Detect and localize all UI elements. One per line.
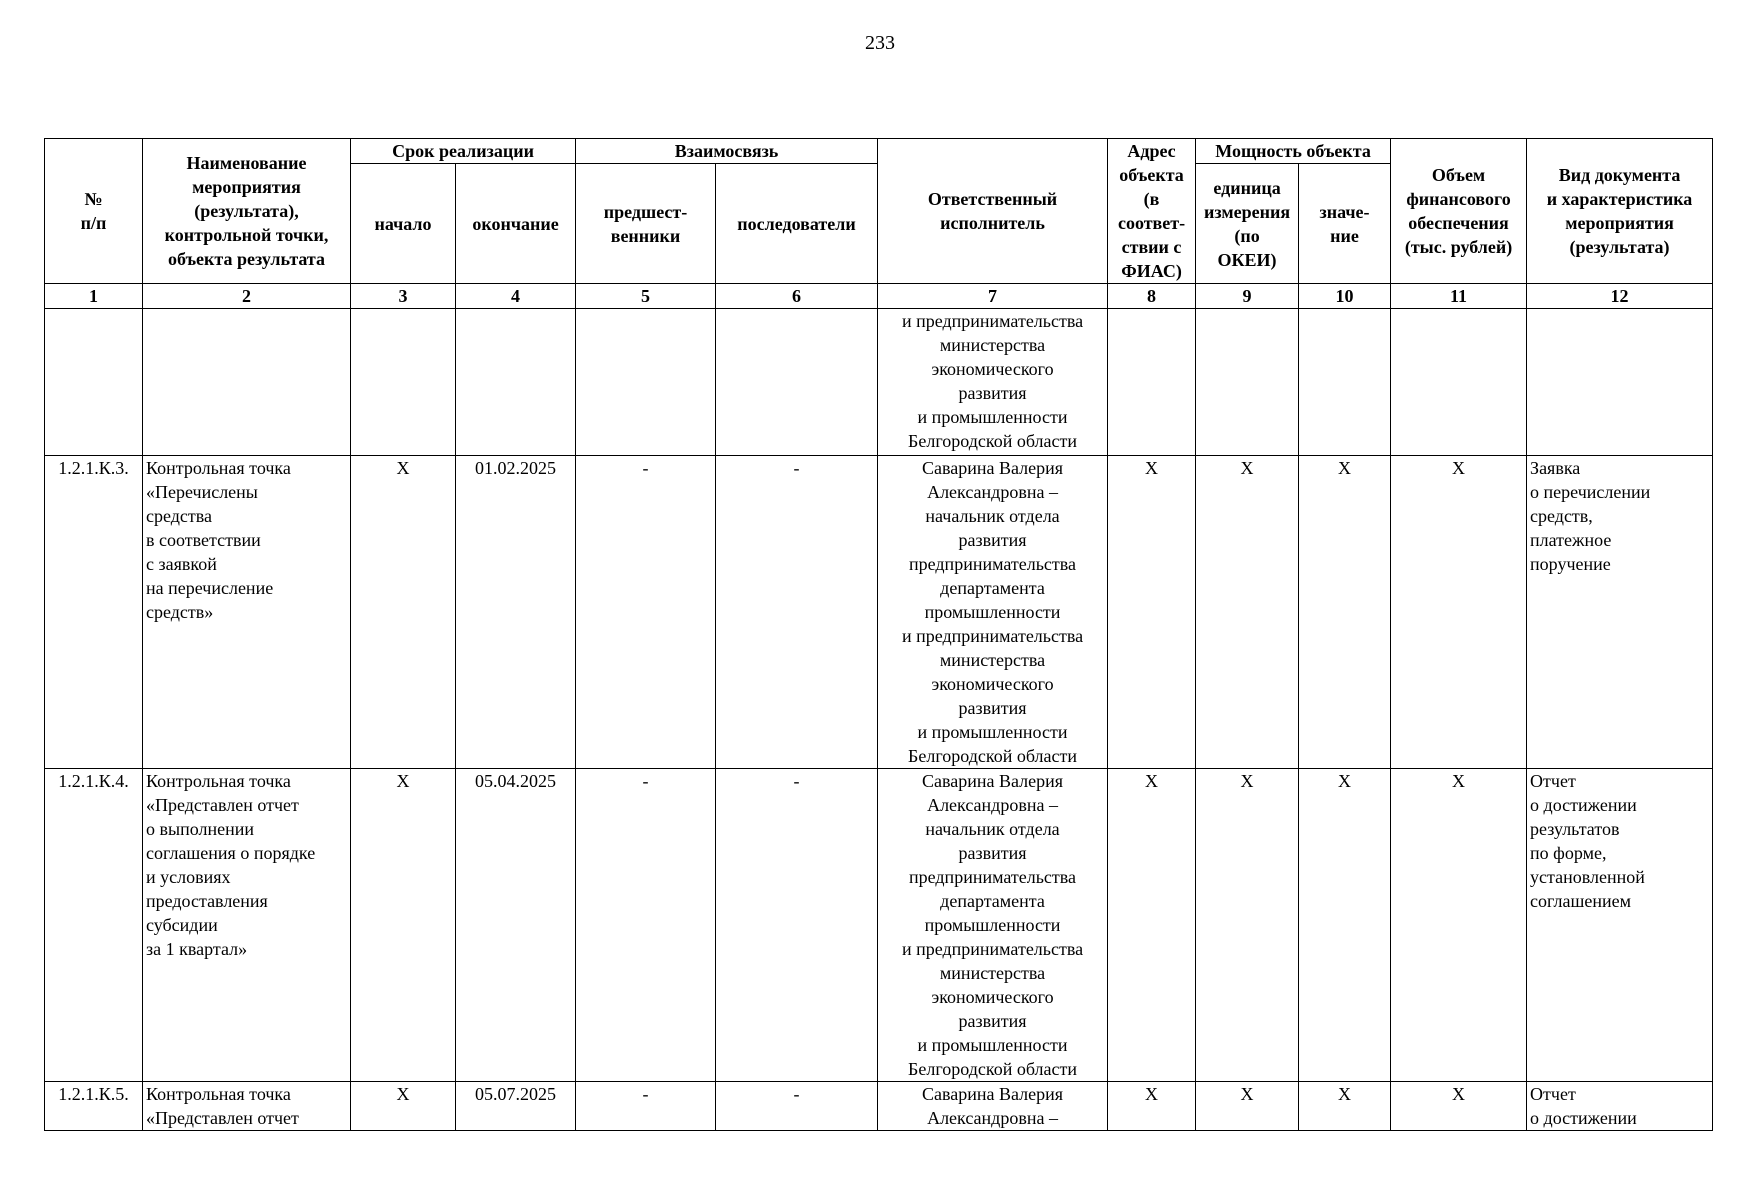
cell-name [143,309,351,456]
header-num: № п/п [45,139,143,284]
table-row [45,309,1713,456]
column-number: 10 [1299,284,1391,309]
cell-name: Контрольная точка «Представлен отчет о выполнении соглашения о порядке и условиях предоставления субсидии за 1 квартал» [143,769,351,1082]
cell-start: X [351,769,456,1082]
column-number: 8 [1108,284,1196,309]
column-number: 6 [716,284,878,309]
cell-document: Заявка о перечислении средств, платежное поручение [1527,456,1713,769]
table-row [45,769,1713,1082]
cell-finance [1391,309,1527,456]
cell-predecessors: - [576,1082,716,1131]
cell-value: X [1299,456,1391,769]
cell-unit: X [1196,769,1299,1082]
cell-end: 05.04.2025 [456,769,576,1082]
cell-document: Отчет о достижении результатов по форме, установленной соглашением [1527,769,1713,1082]
cell-document: Отчет о достижении [1527,1082,1713,1131]
cell-successors: - [716,456,878,769]
header-end: окончание [456,164,576,284]
header-start: начало [351,164,456,284]
header-unit: единица измерения (по ОКЕИ) [1196,164,1299,284]
cell-num: 1.2.1.К.4. [45,769,143,1082]
cell-value [1299,309,1391,456]
column-number: 5 [576,284,716,309]
column-number: 9 [1196,284,1299,309]
cell-predecessors [576,309,716,456]
header-responsible: Ответственный исполнитель [878,139,1108,284]
cell-address: X [1108,1082,1196,1131]
cell-unit: X [1196,1082,1299,1131]
cell-successors [716,309,878,456]
header-value: значе- ние [1299,164,1391,284]
column-number: 7 [878,284,1108,309]
header-predecessors: предшест- венники [576,164,716,284]
header-document: Вид документа и характеристика мероприятия (результата) [1527,139,1713,284]
header-name: Наименование мероприятия (результата), контрольной точки, объекта результата [143,139,351,284]
cell-finance: X [1391,769,1527,1082]
cell-num: 1.2.1.К.3. [45,456,143,769]
cell-predecessors: - [576,769,716,1082]
cell-value: X [1299,1082,1391,1131]
cell-successors: - [716,1082,878,1131]
cell-document [1527,309,1713,456]
cell-value: X [1299,769,1391,1082]
column-number: 1 [45,284,143,309]
cell-name: Контрольная точка «Представлен отчет [143,1082,351,1131]
table-row [45,1082,1713,1131]
column-number: 3 [351,284,456,309]
column-number: 12 [1527,284,1713,309]
cell-finance: X [1391,1082,1527,1131]
cell-start: X [351,456,456,769]
cell-predecessors: - [576,456,716,769]
cell-responsible: и предпринимательства министерства экономического развития и промышленности Белгородской области [878,309,1108,456]
header-capacity: Мощность объекта [1196,139,1391,164]
cell-address: X [1108,769,1196,1082]
cell-end [456,309,576,456]
cell-num [45,309,143,456]
header-address: Адрес объекта (в соответ- ствии с ФИАС) [1108,139,1196,284]
cell-start [351,309,456,456]
header-term: Срок реализации [351,139,576,164]
cell-responsible: Саварина Валерия Александровна – начальник отдела развития предпринимательства департамента промышленности и предпринимательства министерства экономического развития и промышленности Белгородской области [878,769,1108,1082]
cell-end: 01.02.2025 [456,456,576,769]
table-row [45,456,1713,769]
cell-address: X [1108,456,1196,769]
column-number: 4 [456,284,576,309]
header-link: Взаимосвязь [576,139,878,164]
cell-address [1108,309,1196,456]
cell-responsible: Саварина Валерия Александровна – начальник отдела развития предпринимательства департамента промышленности и предпринимательства министерства экономического развития и промышленности Белгородской области [878,456,1108,769]
column-number: 2 [143,284,351,309]
page-number: 233 [865,32,895,54]
cell-unit [1196,309,1299,456]
cell-end: 05.07.2025 [456,1082,576,1131]
header-successors: последователи [716,164,878,284]
cell-responsible: Саварина Валерия Александровна – [878,1082,1108,1131]
column-number: 11 [1391,284,1527,309]
plan-table [44,138,1713,1131]
cell-finance: X [1391,456,1527,769]
cell-num: 1.2.1.К.5. [45,1082,143,1131]
cell-successors: - [716,769,878,1082]
header-finance: Объем финансового обеспечения (тыс. рублей) [1391,139,1527,284]
cell-start: X [351,1082,456,1131]
cell-unit: X [1196,456,1299,769]
cell-name: Контрольная точка «Перечислены средства в соответствии с заявкой на перечисление средств» [143,456,351,769]
